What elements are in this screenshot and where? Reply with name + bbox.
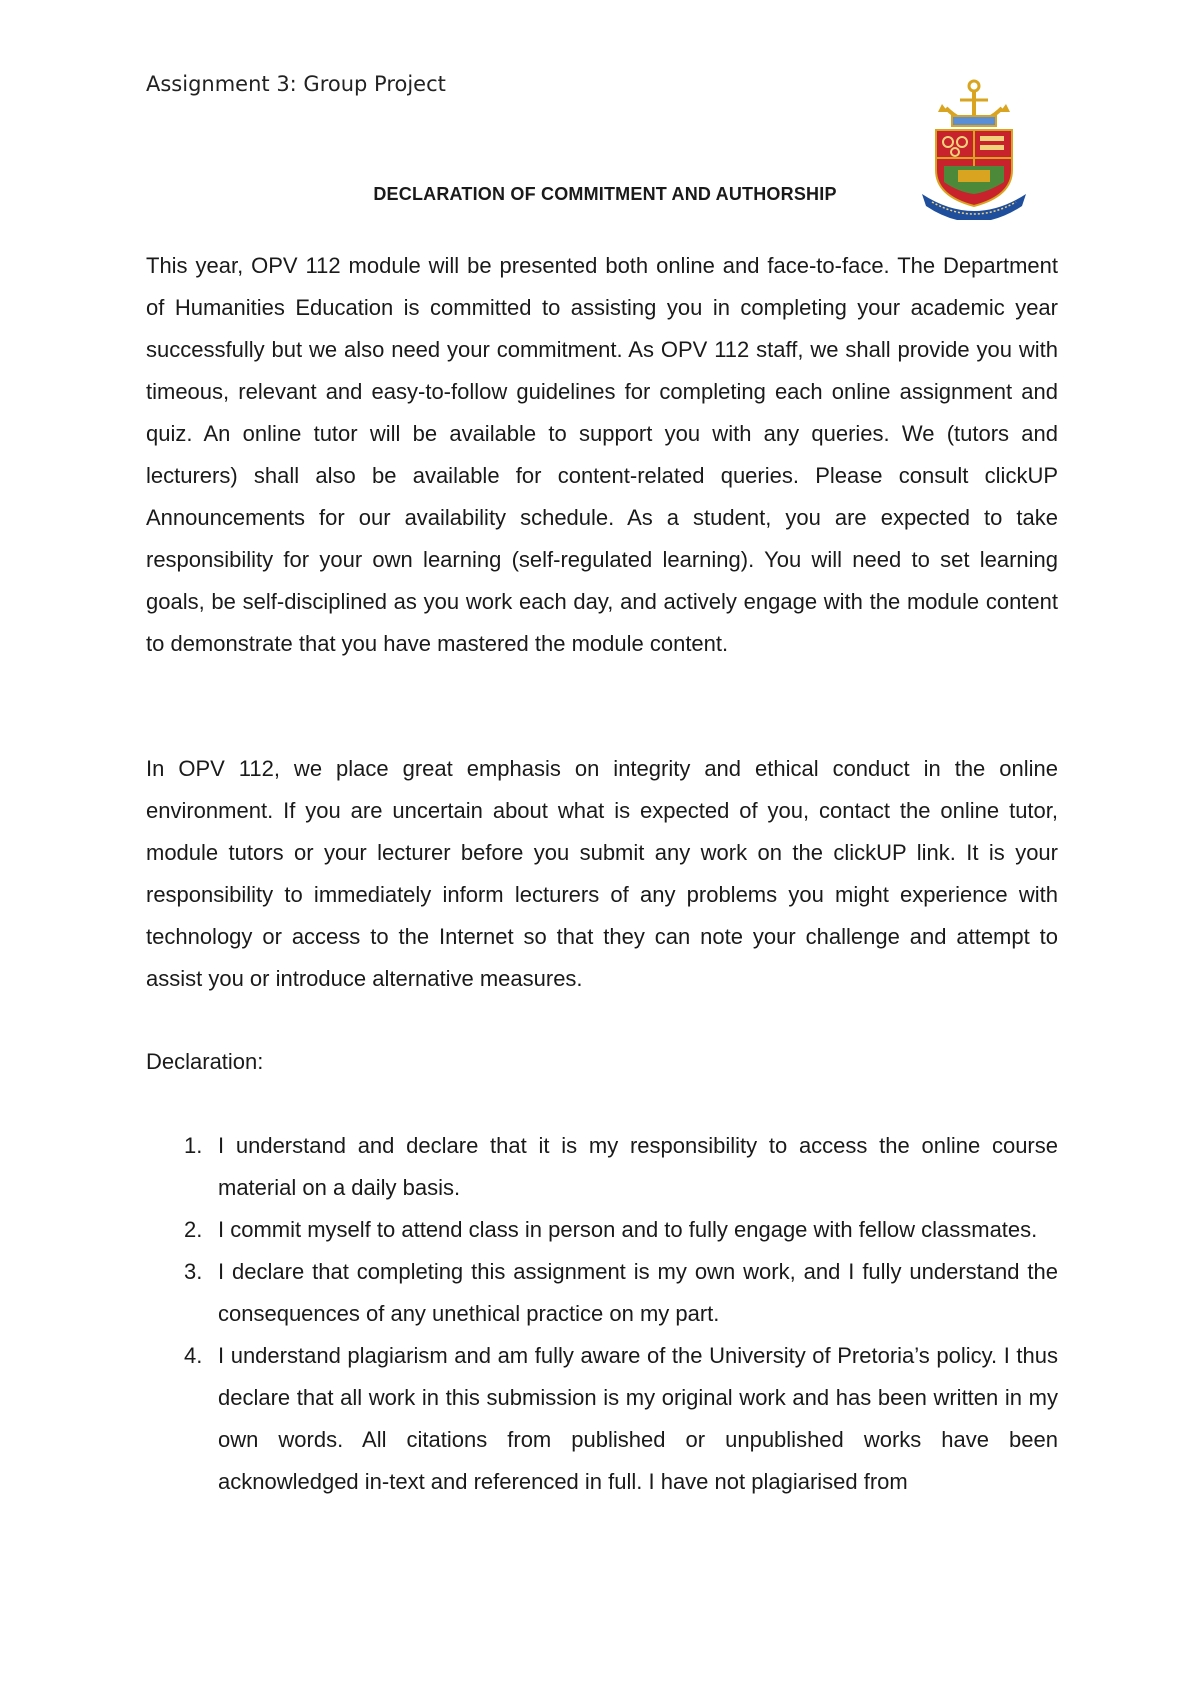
list-item: [146, 1209, 1058, 1251]
crest-shield: [936, 130, 1012, 206]
list-item-number: 2.: [184, 1217, 203, 1242]
university-crest-icon: [918, 78, 1030, 220]
list-item: [146, 1125, 1058, 1209]
list-item-text: I understand plagiarism and am fully aware of the University of Pretoria’s policy. I thus declare that all work in this submission is my original work and has been written in my own words. All citations from published or unpublished works have been acknowledged in-text and referenced in full. I have not plagiarised from: [218, 1343, 1058, 1494]
list-item-text: I commit myself to attend class in person and to fully engage with fellow classmates.: [218, 1217, 1038, 1242]
list-item-number: 1.: [184, 1133, 203, 1158]
list-item-text: I declare that completing this assignment is my own work, and I fully understand the consequences of any unethical practice on my part.: [218, 1259, 1058, 1326]
paragraph-commitment: This year, OPV 112 module will be presented both online and face-to-face. The Department of Humanities Education is committed to assisting you in completing your academic year successfully but we also need your commitment. As OPV 112 staff, we shall provide you with timeous, relevant and easy-to-follow guidelines for completing each online assignment and quiz. An online tutor will be available to support you with any queries. We (tutors and lecturers) shall also be available for content-related queries. Please consult clickUP Announcements for our availability schedule. As a student, you are expected to take responsibility for your own learning (self-regulated learning). You will need to set learning goals, be self-disciplined as you work each day, and actively engage with the module content to demonstrate that you have mastered the module content.: [146, 253, 1058, 656]
list-item-text: I understand and declare that it is my responsibility to access the online course material on a daily basis.: [218, 1133, 1058, 1200]
crest-anchor: [938, 81, 1010, 126]
paragraph-integrity: In OPV 112, we place great emphasis on integrity and ethical conduct in the online environment. If you are uncertain about what is expected of you, contact the online tutor, module tutors or your lecturer before you submit any work on the clickUP link. It is your responsibility to immediately inform lecturers of any problems you might experience with technology or access to the Internet so that they can note your challenge and attempt to assist you or introduce alternative measures.: [146, 756, 1058, 991]
declaration-list: [146, 1125, 1058, 1503]
document-title: DECLARATION OF COMMITMENT AND AUTHORSHIP: [373, 184, 837, 204]
declaration-label: Declaration:: [146, 1049, 264, 1074]
list-item: [146, 1335, 1058, 1503]
list-item-number: 3.: [184, 1259, 203, 1284]
list-item: [146, 1251, 1058, 1335]
list-item-number: 4.: [184, 1343, 203, 1368]
assignment-header: Assignment 3: Group Project: [146, 72, 446, 96]
